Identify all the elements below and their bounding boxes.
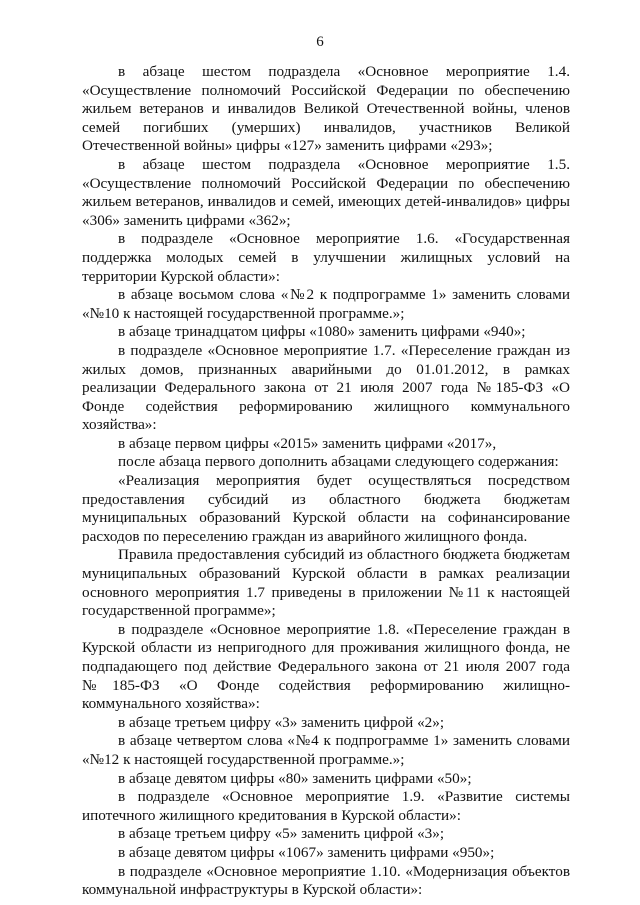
paragraph: Правила предоставления субсидий из областного бюджета бюджетам муниципальных образований Курской области в рамках реализации основного мероприятия 1.7 приведены в приложении №11 к настоящей государственной программе»; [82,546,570,620]
paragraph: «Реализация мероприятия будет осуществляться посредством предоставления субсидий из областного бюджета бюджетам муниципальных образований Курской области на софинансирование расходов по переселению граждан из аварийного жилищного фонда. [82,472,570,545]
paragraph: в абзаце первом цифры «2015» заменить цифрами «2017», [118,434,497,452]
paragraph: в абзаце шестом подраздела «Основное мероприятие 1.4. «Осуществление полномочий Российской Федерации по обеспечению жильем ветеранов и инвалидов Великой Отечественной войны, членов семей погибших (умерших) инвалидов, участников Великой Отечественной войны» цифры «127» заменить цифрами «293»; [82,63,570,155]
paragraph: в абзаце четвертом слова «№4 к подпрограмме 1» заменить словами «№12 к настоящей государственной программе.»; [82,732,570,768]
paragraph: в подразделе «Основное мероприятие 1.8. «Переселение граждан в Курской области из непригодного для проживания жилищного фонда, не подпадающего под действие Федерального закона от 21 июля 2007 года №185-ФЗ «О Фонде содействия реформированию жилищно-коммунального хозяйства»: [82,620,570,713]
paragraph: после абзаца первого дополнить абзацами следующего содержания: [118,453,559,471]
page-number: 6 [316,34,324,50]
paragraph: в подразделе «Основное мероприятие 1.10. «Модернизация объектов коммунальной инфраструктуры в Курской области»: [82,862,570,899]
paragraph: в подразделе «Основное мероприятие 1.9. «Развитие системы ипотечного жилищного кредитования в Курской области»: [82,788,570,824]
paragraph: в абзаце восьмом слова «№2 к подпрограмме 1» заменить словами «№10 к настоящей государственной программе.»; [82,286,570,322]
paragraph: в подразделе «Основное мероприятие 1.7. «Переселение граждан из жилых домов, признанных аварийными до 01.01.2012, в рамках реализации Федерального закона от 21 июля 2007 года №185-ФЗ «О Фонде содействия реформированию жилищного коммунального хозяйства»: [82,341,570,434]
paragraph: в абзаце шестом подраздела «Основное мероприятие 1.5. «Осуществление полномочий Российской Федерации по обеспечению жильем ветеранов, инвалидов и семей, имеющих детей-инвалидов» цифры «306» заменить цифрами «362»; [82,155,570,229]
paragraph: в абзаце тринадцатом цифры «1080» заменить цифрами «940»; [118,323,526,341]
paragraph: в абзаце девятом цифры «1067» заменить цифрами «950»; [118,843,495,861]
paragraph: в подразделе «Основное мероприятие 1.6. «Государственная поддержка молодых семей в улучшении жилищных условий на территории Курской области»: [82,230,570,285]
paragraph: в абзаце третьем цифру «5» заменить цифрой «3»; [118,825,445,843]
document-body [82,63,570,900]
paragraph: в абзаце девятом цифры «80» заменить цифрами «50»; [118,769,472,787]
paragraph: в абзаце третьем цифру «3» заменить цифрой «2»; [118,713,445,731]
